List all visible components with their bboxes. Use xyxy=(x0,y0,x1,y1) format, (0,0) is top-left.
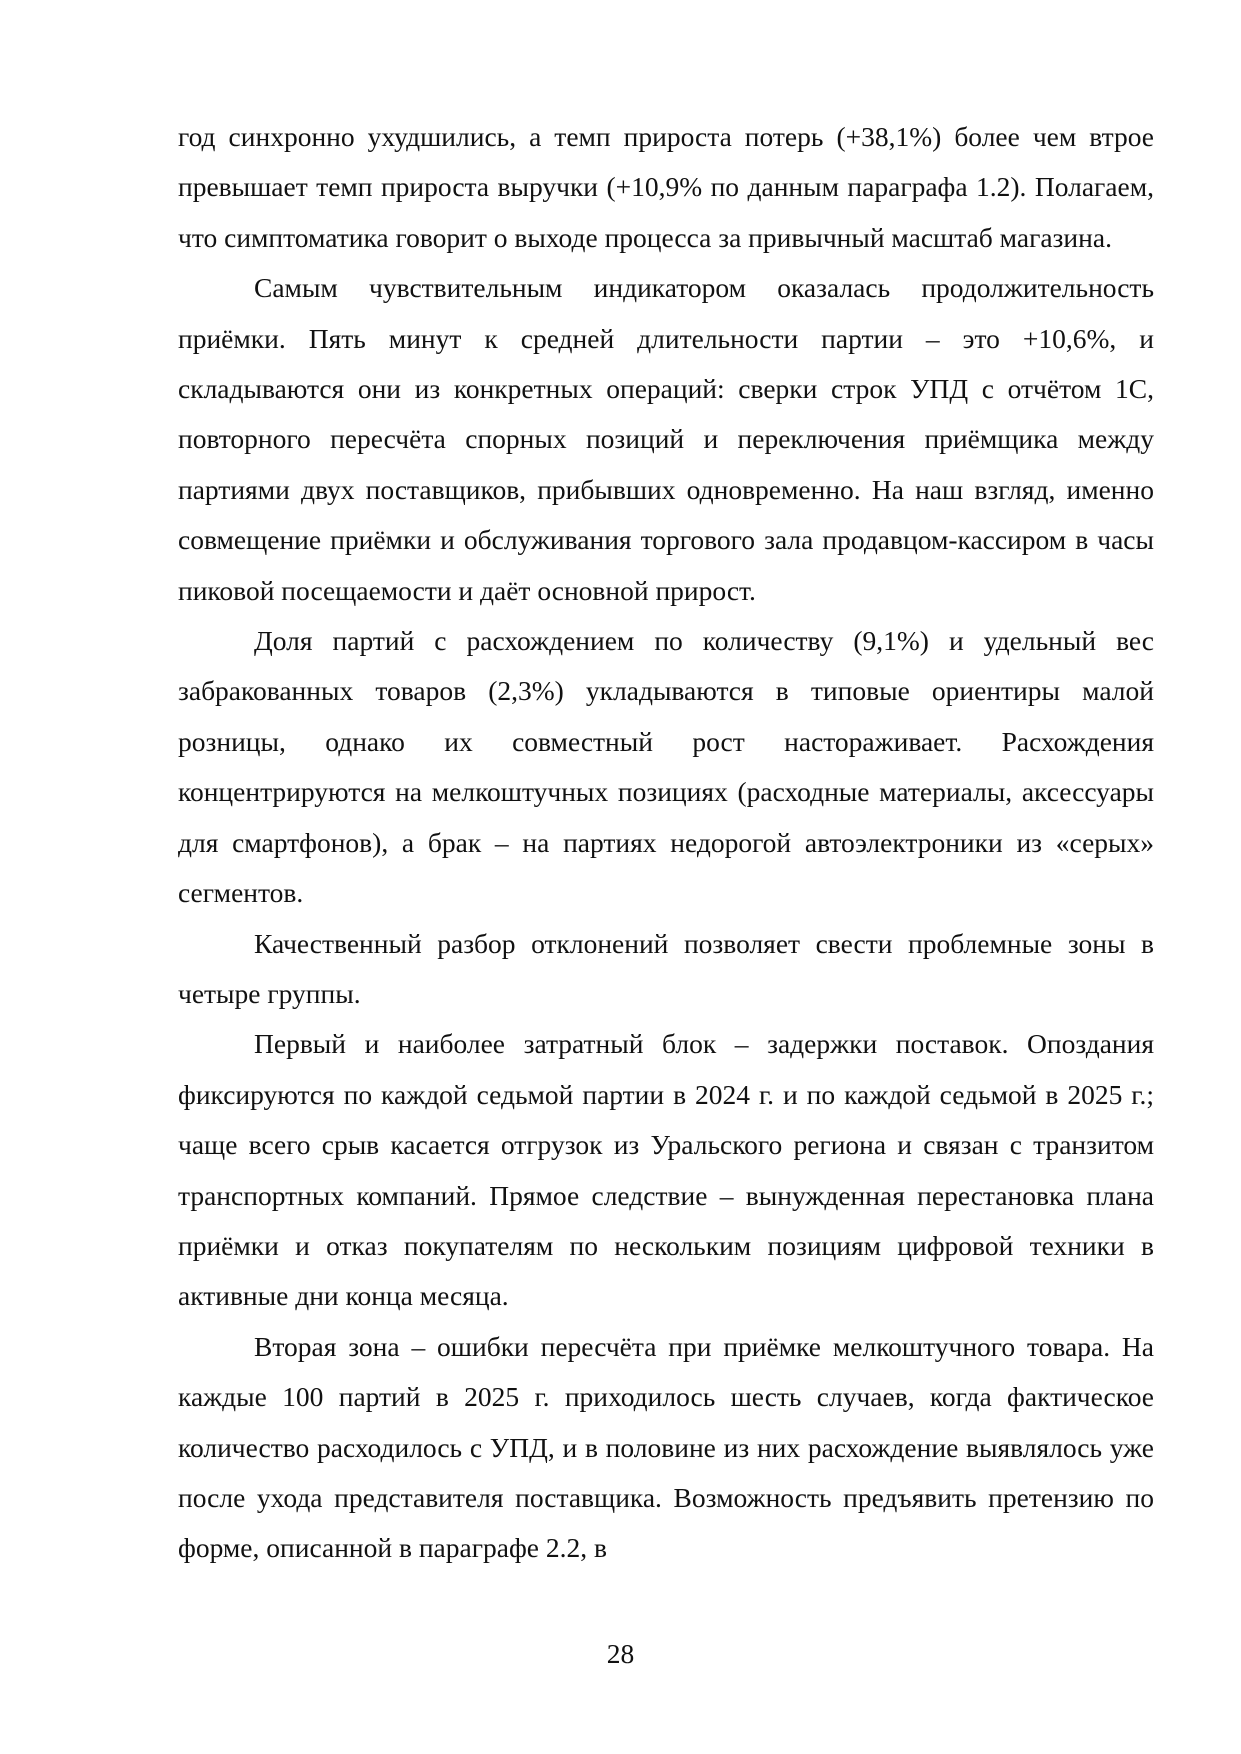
page-number: 28 xyxy=(606,1638,635,1669)
paragraph-1: год синхронно ухудшились, а темп прироста потерь (+38,1%) более чем втрое превышает темп прироста выручки (+10,9% по данным параграфа 1.2). Полагаем, что симптоматика говорит о выходе процесса за привычный масштаб магазина. xyxy=(178,121,1154,253)
paragraph-4: Качественный разбор отклонений позволяет свести проблемные зоны в четыре группы. xyxy=(178,927,1154,1009)
document-body xyxy=(178,112,1154,1574)
paragraph-6: Вторая зона – ошибки пересчёта при приёмке мелкоштучного товара. На каждые 100 партий в 2025 г. приходилось шесть случаев, когда фактическое количество расходилось с УПД, и в половине из них расхождение выявлялось уже после ухода представителя поставщика. Возможность предъявить претензию по форме, описанной в параграфе 2.2, в xyxy=(178,1330,1154,1564)
paragraph-5: Первый и наиболее затратный блок – задержки поставок. Опоздания фиксируются по каждой седьмой партии в 2024 г. и по каждой седьмой в 2025 г.; чаще всего срыв касается отгрузок из Уральского региона и связан с транзитом транспортных компаний. Прямое следствие – вынужденная перестановка плана приёмки и отказ покупателям по нескольким позициям цифровой техники в активные дни конца месяца. xyxy=(178,1028,1154,1312)
paragraph-3: Доля партий с расхождением по количеству (9,1%) и удельный вес забракованных товаров (2,3%) укладываются в типовые ориентиры малой розницы, однако их совместный рост настораживает. Расхождения концентрируются на мелкоштучных позициях (расходные материалы, аксессуары для смартфонов), а брак – на партиях недорогой автоэлектроники из «серых» сегментов. xyxy=(178,625,1154,909)
paragraph-2: Самым чувствительным индикатором оказалась продолжительность приёмки. Пять минут к средней длительности партии – это +10,6%, и складываются они из конкретных операций: сверки строк УПД с отчётом 1С, повторного пересчёта спорных позиций и переключения приёмщика между партиями двух поставщиков, прибывших одновременно. На наш взгляд, именно совмещение приёмки и обслуживания торгового зала продавцом-кассиром в часы пиковой посещаемости и даёт основной прирост. xyxy=(178,272,1154,606)
